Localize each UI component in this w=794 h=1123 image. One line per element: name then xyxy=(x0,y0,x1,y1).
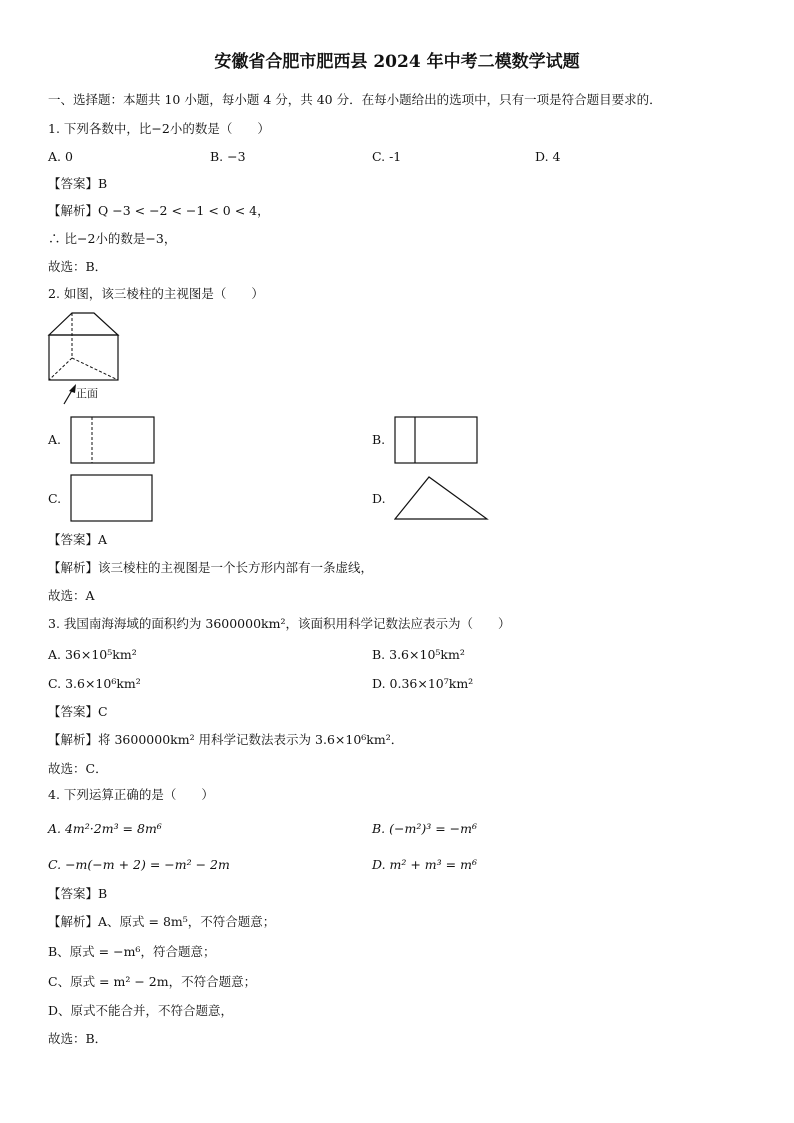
q1-analysis-line: 故选：B． xyxy=(48,259,108,274)
q2-option-b: B. xyxy=(372,432,386,447)
q4-answer: 【答案】B xyxy=(48,886,108,901)
q4-analysis-line: D、原式不能合并，不符合题意， xyxy=(48,1003,234,1018)
q3-stem: 3. 我国南海海域的面积约为 3600000km²，该面积用科学记数法应表示为（ ） xyxy=(48,616,511,631)
q1-option-b: B. −3 xyxy=(210,149,246,164)
q4-option-c: C. −m(−m + 2) = −m² − 2m xyxy=(48,857,230,872)
q2-analysis-line: 【解析】该三棱柱的主视图是一个长方形内部有一条虚线， xyxy=(48,560,374,575)
q1-analysis-line: 【解析】Q −3 < −2 < −1 < 0 < 4， xyxy=(48,203,270,218)
q4-option-b: B. (−m²)³ = −m⁶ xyxy=(372,821,477,836)
q2-option-d-figure xyxy=(394,474,490,524)
front-label: 正面 xyxy=(76,387,98,400)
q3-option-b: B. 3.6×10⁵km² xyxy=(372,647,465,662)
q2-option-c-figure xyxy=(70,474,154,524)
q1-analysis-line: ∴ 比−2小的数是−3， xyxy=(48,231,177,246)
q1-option-c: C. -1 xyxy=(372,149,402,164)
q4-analysis-line: 【解析】A、原式 = 8m⁵，不符合题意； xyxy=(48,914,276,929)
q4-analysis-line: 故选：B． xyxy=(48,1031,108,1046)
q3-option-a: A. 36×10⁵km² xyxy=(48,647,137,662)
q2-option-a: A. xyxy=(48,432,62,447)
q4-option-a: A. 4m²·2m³ = 8m⁶ xyxy=(48,821,162,836)
q2-option-c: C. xyxy=(48,491,62,506)
q2-stem: 2. 如图，该三棱柱的主视图是（ ） xyxy=(48,286,264,301)
q4-option-d: D. m² + m³ = m⁶ xyxy=(372,857,477,872)
q3-option-c: C. 3.6×10⁶km² xyxy=(48,676,141,691)
q3-option-d: D. 0.36×10⁷km² xyxy=(372,676,474,691)
q1-option-a: A. 0 xyxy=(48,149,73,164)
q3-answer: 【答案】C xyxy=(48,704,108,719)
q4-analysis-line: B、原式 = −m⁶，符合题意； xyxy=(48,944,216,959)
q3-analysis-line: 【解析】将 3600000km² 用科学记数法表示为 3.6×10⁶km²． xyxy=(48,732,404,747)
q2-answer: 【答案】A xyxy=(48,532,108,547)
q4-stem: 4. 下列运算正确的是（ ） xyxy=(48,787,214,802)
q2-option-b-figure xyxy=(394,416,480,466)
q1-option-d: D. 4 xyxy=(535,149,561,164)
q4-analysis-line: C、原式 = m² − 2m，不符合题意； xyxy=(48,974,257,989)
q2-option-a-figure xyxy=(70,416,156,466)
q2-option-d: D. xyxy=(372,491,386,506)
section-intro: 一、选择题：本题共 10 小题，每小题 4 分，共 40 分．在每小题给出的选项中，只有一项是符合题目要求的． xyxy=(48,92,662,107)
q3-analysis-line: 故选：C． xyxy=(48,761,108,776)
q1-stem: 1. 下列各数中，比−2小的数是（ ） xyxy=(48,121,270,136)
q1-answer: 【答案】B xyxy=(48,176,108,191)
page-title: 安徽省合肥市肥西县 2024 年中考二模数学试题 xyxy=(214,52,580,72)
q2-analysis-line: 故选：A xyxy=(48,588,95,603)
